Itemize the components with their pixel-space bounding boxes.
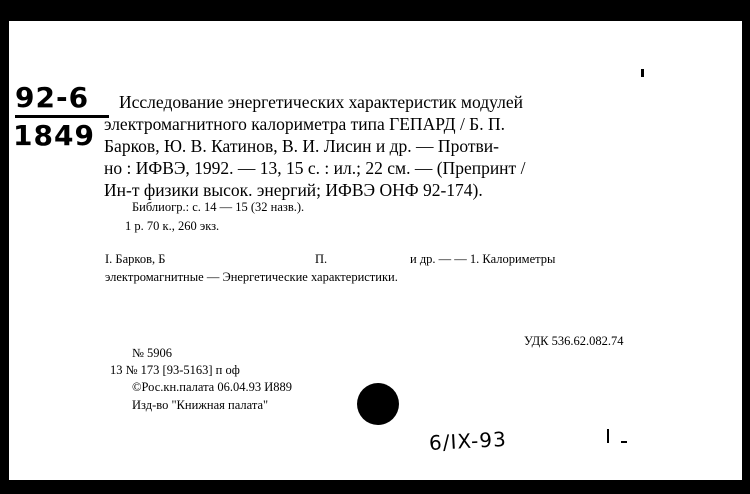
shelf-mark-divider: [15, 115, 109, 118]
description-line-4: но : ИФВЭ, 1992. — 13, 15 с. : ил.; 22 см. — (Препринт /: [104, 158, 526, 178]
ink-mark: [607, 429, 609, 443]
ink-mark: [641, 69, 644, 77]
copyright-line: ©Рос.кн.палата 06.04.93 И889: [132, 380, 293, 394]
description-line-2: электромагнитного калориметра типа ГЕПАРД / Б. П.: [104, 114, 505, 134]
udc-code: УДК 536.62.082.74: [524, 334, 624, 348]
description-line-3: Барков, Ю. В. Катинов, В. И. Лисин и др. — Протви-: [104, 136, 499, 156]
price-note: 1 р. 70 к., 260 экз.: [125, 219, 220, 233]
tracing-initial: П.: [315, 252, 328, 266]
record-number: 13 № 173 [93-5163] п оф: [110, 363, 240, 377]
ink-blot: [357, 383, 399, 425]
tracing-author: I. Барков, Б: [105, 252, 166, 266]
catalog-number: № 5906: [132, 346, 173, 360]
description-line-1: Исследование энергетических характеристик модулей: [119, 92, 523, 112]
ink-mark: [621, 441, 627, 443]
shelf-mark-bottom: 1849: [13, 119, 95, 152]
description-line-5: Ин-т физики высок. энергий; ИФВЭ ОНФ 92-174).: [104, 180, 483, 200]
tracing-subject-1: и др. — — 1. Калориметры: [410, 252, 556, 266]
handwritten-date: 6/IX-93: [428, 426, 508, 456]
shelf-mark-top: 92-6: [15, 81, 90, 114]
bibliography-note: Библиогр.: с. 14 — 15 (32 назв.).: [132, 200, 305, 214]
publisher-line: Изд-во "Книжная палата": [132, 398, 269, 412]
tracing-subject-2: электромагнитные — Энергетические характеристики.: [105, 270, 398, 284]
